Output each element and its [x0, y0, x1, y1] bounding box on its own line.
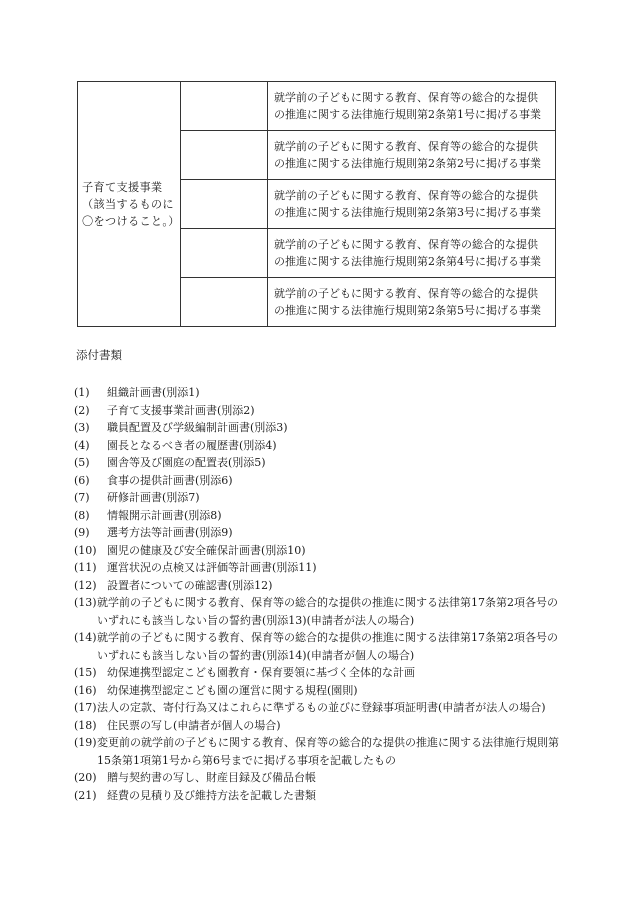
list-item	[74, 629, 564, 664]
list-item	[74, 717, 564, 735]
list-item	[74, 577, 564, 595]
item-text: 運営状況の点検又は評価等計画書(別添11)	[107, 561, 317, 574]
item-number: (19)	[74, 736, 97, 749]
item-number: (3)	[74, 421, 90, 434]
list-item	[74, 454, 564, 472]
item-number: (9)	[74, 526, 90, 539]
project-description: 就学前の子どもに関する教育、保育等の総合的な提供 の推進に関する法律施行規則第2条第3号に掲げる事業	[268, 180, 556, 229]
item-text: 職員配置及び学級編制計画書(別添3)	[107, 421, 288, 434]
list-item	[74, 542, 564, 560]
mark-cell[interactable]	[181, 229, 268, 278]
item-number: (10)	[74, 543, 97, 557]
mark-cell[interactable]	[181, 278, 268, 327]
list-item	[74, 489, 564, 507]
item-number: (11)	[74, 561, 97, 574]
list-item	[74, 682, 564, 700]
mark-cell[interactable]	[181, 180, 268, 229]
item-text: 幼保連携型認定こども園の運営に関する規程(園則)	[107, 683, 358, 697]
list-item	[74, 787, 564, 805]
item-number: (8)	[74, 508, 90, 522]
list-item	[74, 402, 564, 420]
item-number: (20)	[74, 771, 97, 784]
list-item	[74, 769, 564, 787]
item-number: (16)	[74, 683, 97, 697]
project-description: 就学前の子どもに関する教育、保育等の総合的な提供 の推進に関する法律施行規則第2条第1号に掲げる事業	[268, 82, 556, 131]
item-text: 組織計画書(別添1)	[107, 386, 200, 399]
list-item	[74, 734, 564, 769]
list-item	[74, 594, 564, 629]
item-text: 住民票の写し(申請者が個人の場合)	[107, 718, 281, 732]
item-number: (17)	[74, 701, 97, 714]
item-number: (15)	[74, 666, 97, 679]
item-text: 幼保連携型認定こども園教育・保育要領に基づく全体的な計画	[107, 666, 415, 679]
attachments-title: 添付書類	[76, 348, 122, 362]
item-text: 贈与契約書の写し、財産目録及び備品台帳	[107, 771, 316, 784]
item-text: 選考方法等計画書(別添9)	[107, 526, 233, 539]
list-item	[74, 524, 564, 542]
list-item	[74, 437, 564, 455]
project-description: 就学前の子どもに関する教育、保育等の総合的な提供 の推進に関する法律施行規則第2条第2号に掲げる事業	[268, 131, 556, 180]
support-project-table	[77, 81, 556, 327]
item-text: 子育て支援事業計画書(別添2)	[107, 403, 255, 417]
item-text: 設置者についての確認書(別添12)	[107, 578, 273, 592]
item-text: 園舎等及び園庭の配置表(別添5)	[107, 456, 266, 469]
item-text: 研修計画書(別添7)	[107, 491, 200, 504]
list-item	[74, 384, 564, 402]
support-project-label: 子育て支援事業（該当するものに〇をつけること。）	[78, 82, 181, 327]
item-number: (2)	[74, 403, 90, 417]
table-row	[78, 82, 556, 131]
item-number: (6)	[74, 473, 90, 487]
item-number: (7)	[74, 491, 90, 504]
item-text: 就学前の子どもに関する教育、保育等の総合的な提供の推進に関する法律第17条第2項各号のいずれにも該当しない旨の誓約書(別添14)(申請者が個人の場合)	[97, 631, 558, 662]
item-text: 法人の定款、寄付行為又はこれらに準ずるもの並びに登録事項証明書(申請者が法人の場合)	[97, 701, 546, 714]
mark-cell[interactable]	[181, 131, 268, 180]
item-text: 園児の健康及び安全確保計画書(別添10)	[107, 543, 306, 557]
list-item	[74, 699, 564, 717]
list-item	[74, 419, 564, 437]
list-item	[74, 472, 564, 490]
item-number: (5)	[74, 456, 90, 469]
list-item	[74, 507, 564, 525]
item-text: 食事の提供計画書(別添6)	[107, 473, 233, 487]
mark-cell[interactable]	[181, 82, 268, 131]
list-item	[74, 664, 564, 682]
item-text: 園長となるべき者の履歴書(別添4)	[107, 438, 277, 452]
item-text: 就学前の子どもに関する教育、保育等の総合的な提供の推進に関する法律第17条第2項各号のいずれにも該当しない旨の誓約書(別添13)(申請者が法人の場合)	[97, 596, 558, 627]
attachments-list	[74, 384, 564, 804]
project-description: 就学前の子どもに関する教育、保育等の総合的な提供 の推進に関する法律施行規則第2条第5号に掲げる事業	[268, 278, 556, 327]
item-number: (14)	[74, 631, 97, 644]
list-item	[74, 559, 564, 577]
item-text: 変更前の就学前の子どもに関する教育、保育等の総合的な提供の推進に関する法律施行規則第15条第1項第1号から第6号までに掲げる事項を記載したもの	[97, 736, 559, 767]
item-number: (21)	[74, 788, 97, 802]
item-number: (4)	[74, 438, 90, 452]
item-number: (13)	[74, 596, 97, 609]
item-number: (12)	[74, 578, 97, 592]
item-text: 経費の見積り及び維持方法を記載した書類	[107, 788, 316, 802]
project-description: 就学前の子どもに関する教育、保育等の総合的な提供 の推進に関する法律施行規則第2条第4号に掲げる事業	[268, 229, 556, 278]
item-number: (18)	[74, 718, 97, 732]
item-number: (1)	[74, 386, 90, 399]
item-text: 情報開示計画書(別添8)	[107, 508, 222, 522]
